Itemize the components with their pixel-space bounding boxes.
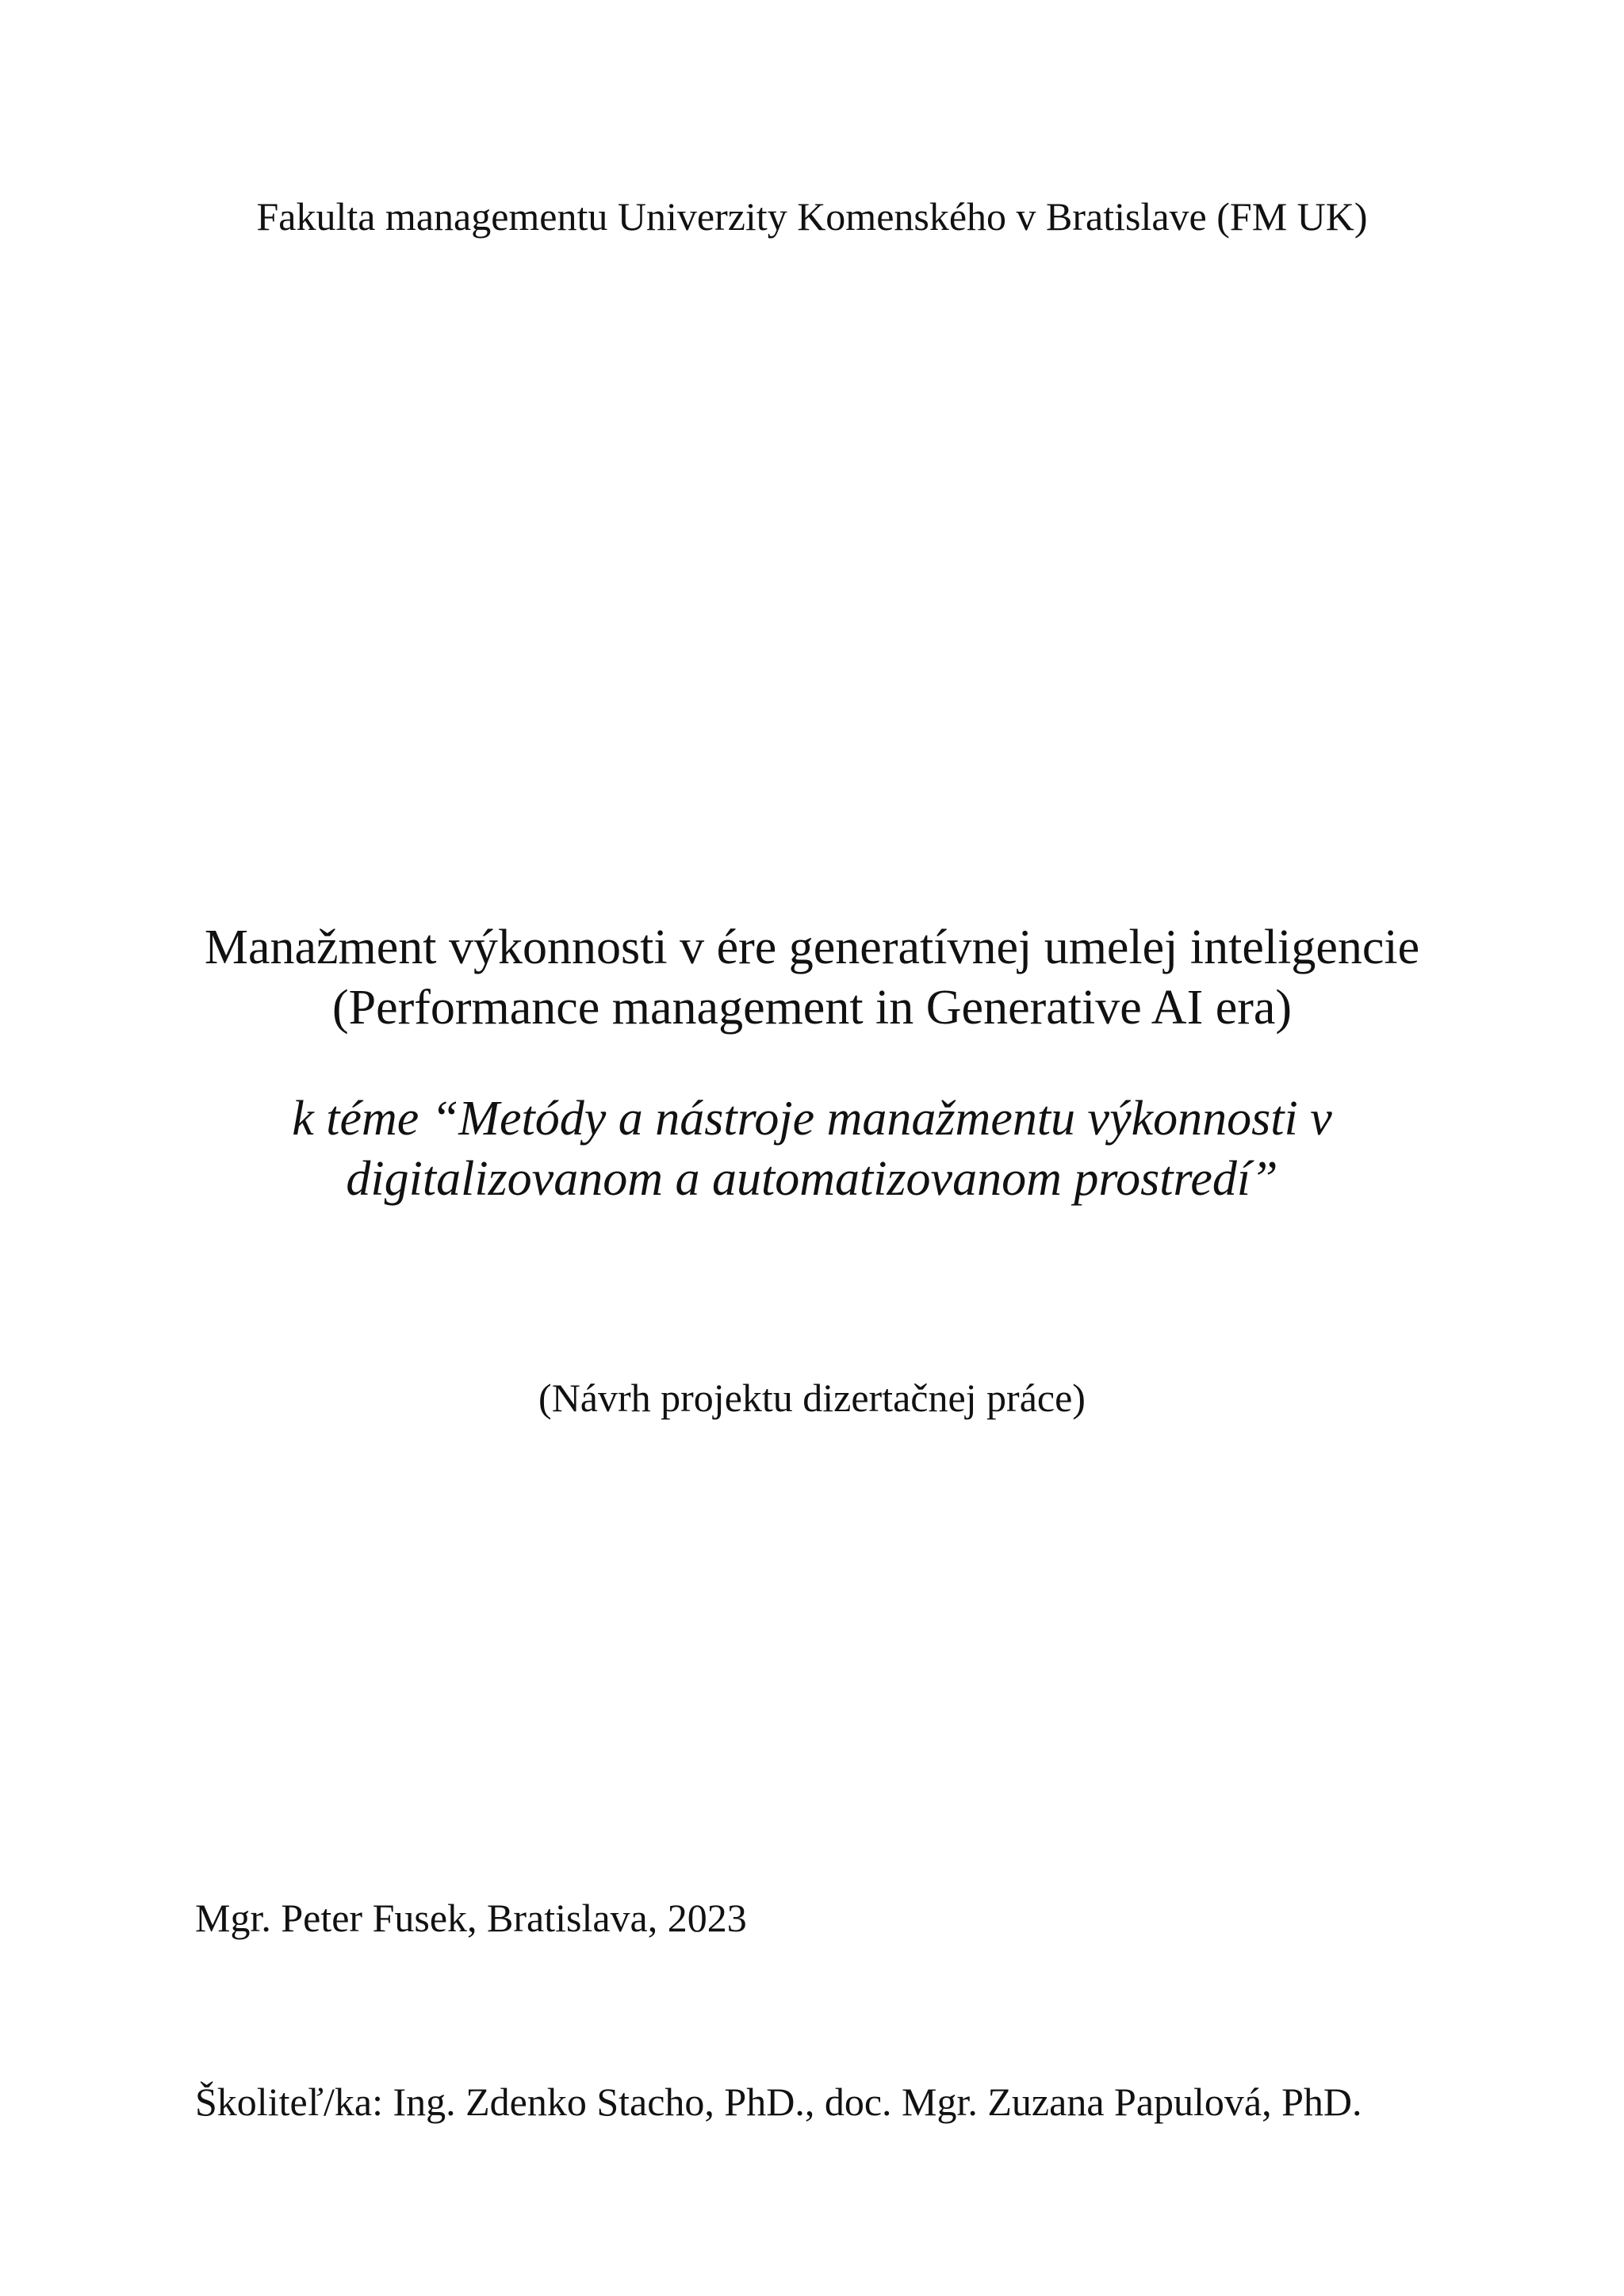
topic-line-2: digitalizovanom a automatizovanom prostredí” [346, 1152, 1278, 1206]
topic-line-1: k téme “Metódy a nástroje manažmentu výkonnosti v [292, 1092, 1332, 1146]
author-line: Mgr. Peter Fusek, Bratislava, 2023 [195, 1896, 747, 1940]
faculty-heading: Fakulta managementu Univerzity Komenského v Bratislave (FM UK) [256, 194, 1368, 239]
thesis-title-english: (Performance management in Generative AI era) [331, 981, 1293, 1035]
document-type: (Návrh projektu dizertačnej práce) [538, 1376, 1086, 1420]
thesis-title-slovak: Manažment výkonnosti v ére generatívnej umelej inteligencie [204, 920, 1420, 974]
supervisor-line: Školiteľ/ka: Ing. Zdenko Stacho, PhD., doc. Mgr. Zuzana Papulová, PhD. [195, 2080, 1362, 2124]
